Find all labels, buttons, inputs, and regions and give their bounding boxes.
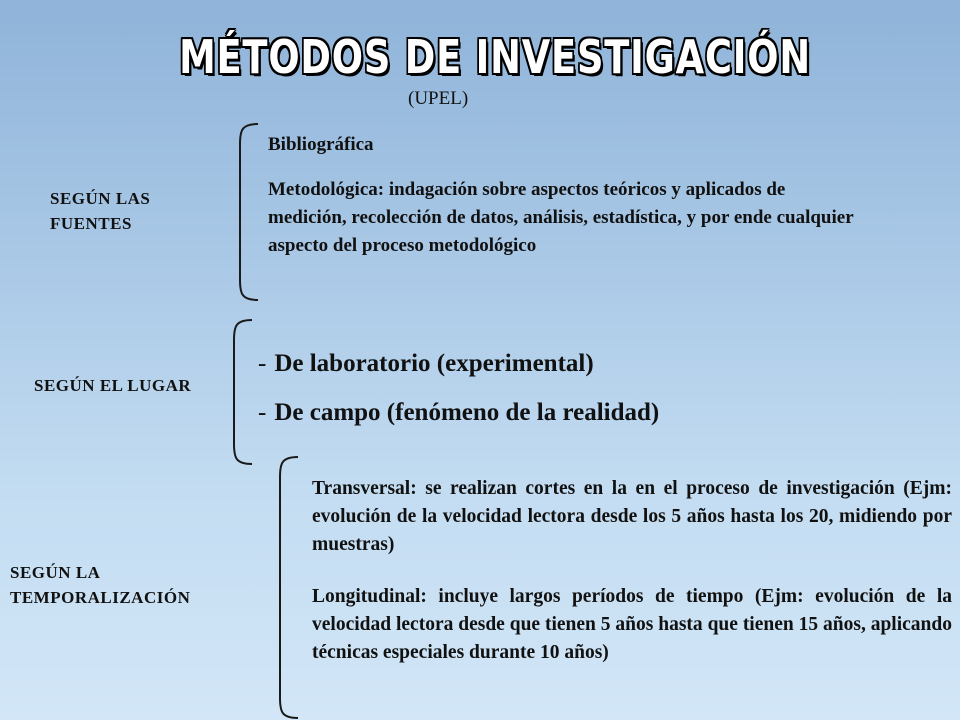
section-label-lugar: SEGÚN EL LUGAR — [34, 376, 192, 395]
item-laboratorio — [258, 348, 594, 380]
item-laboratorio-text: De laboratorio (experimental) — [274, 350, 594, 377]
slide-title: MÉTODOS DE INVESTIGACIÓN — [179, 30, 811, 84]
item-metodologica: Metodológica: indagación sobre aspectos teóricos y aplicados de medición, recolección de datos, análisis, estadística, y por ende cualquier aspecto del proceso metodológico — [268, 179, 854, 256]
item-longitudinal: Longitudinal: incluye largos períodos de tiempo (Ejm: evolución de la velocidad lectora desde que tienen 5 años hasta que tienen 15 años, aplicando técnicas especiales durante 10 años) — [312, 586, 952, 663]
dash-marker: - — [258, 350, 267, 377]
section-label-temporalizacion: SEGÚN LA TEMPORALIZACIÓN — [10, 563, 191, 607]
bracket-lugar — [222, 318, 254, 466]
bracket-fuentes — [228, 122, 260, 302]
slide-subtitle: (UPEL) — [408, 88, 469, 109]
dash-marker: - — [258, 399, 267, 426]
item-transversal: Transversal: se realizan cortes en la en el proceso de investigación (Ejm: evolución de la velocidad lectora desde los 5 años hasta los 20, midiendo por muestras) — [312, 478, 952, 555]
item-campo — [258, 397, 659, 429]
bracket-temporalizacion — [268, 455, 300, 720]
item-campo-text: De campo (fenómeno de la realidad) — [274, 399, 660, 426]
item-bibliografica: Bibliográfica — [268, 134, 374, 155]
section-label-fuentes: SEGÚN LAS FUENTES — [50, 189, 151, 233]
